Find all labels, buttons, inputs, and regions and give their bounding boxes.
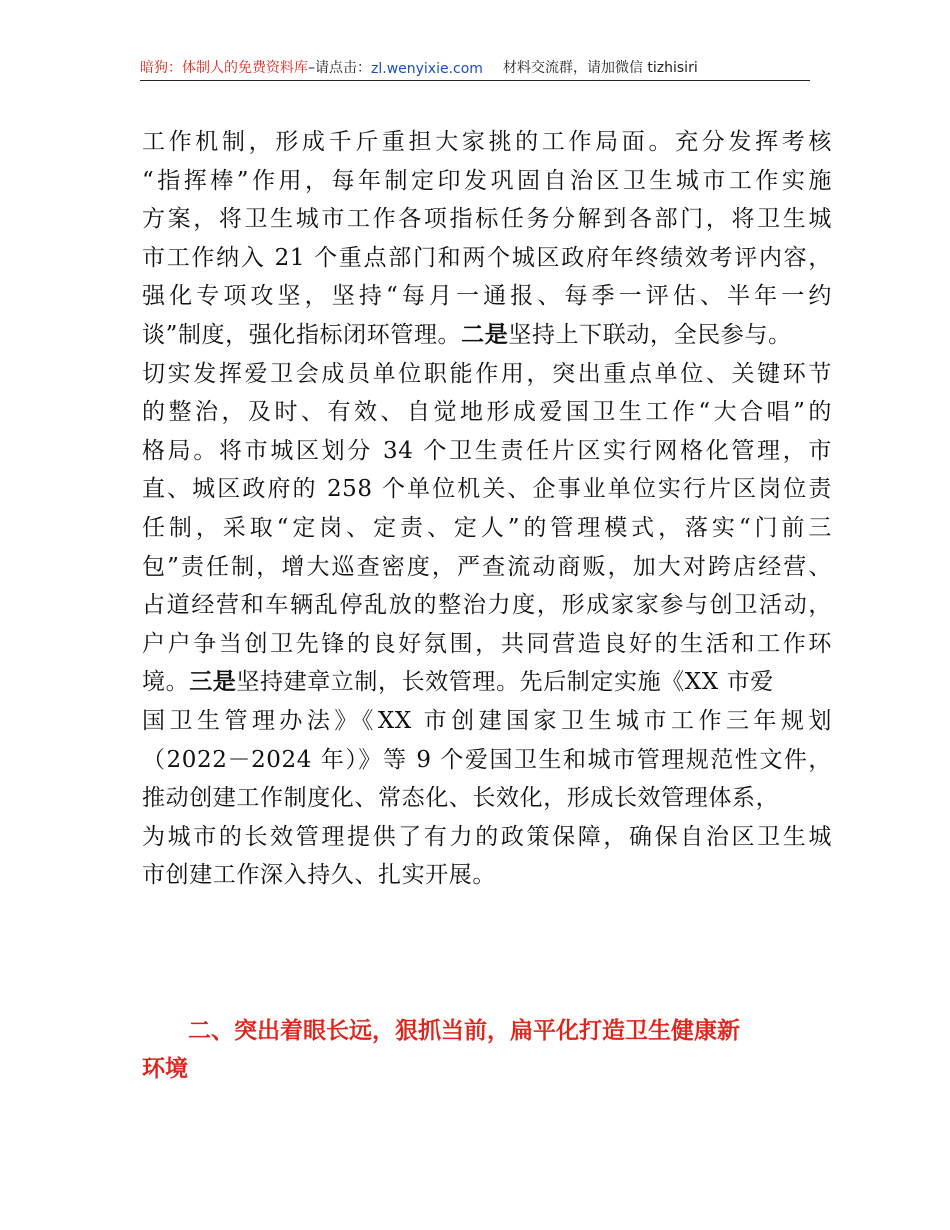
- body-line: 为城市的长效管理提供了有力的政策保障，确保自治区卫生城: [142, 823, 832, 850]
- header-url-link[interactable]: zl.wenyixie.com: [371, 61, 483, 77]
- body-line: 国卫生管理办法》《XX 市创建国家卫生城市工作三年规划: [142, 707, 832, 734]
- body-line: 市创建工作深入持久、扎实开展。: [142, 862, 496, 889]
- page-header-banner: [140, 55, 810, 81]
- body-line: 市工作纳入 21 个重点部门和两个城区政府年终绩效考评内容，: [142, 244, 832, 271]
- body-line: 的整治，及时、有效、自觉地形成爱国卫生工作“大合唱”的: [142, 399, 832, 426]
- body-line: 包”责任制，增大巡查密度，严查流动商贩，加大对跨店经营、: [142, 553, 832, 580]
- body-text-segment: 坚持建章立制，长效管理。先后制定实施《XX 市爱: [236, 669, 774, 696]
- body-line: [142, 316, 832, 355]
- bold-marker-three: 三是: [189, 668, 237, 696]
- header-brand: 暗狗：体制人的免费资料库: [140, 60, 308, 76]
- section-heading-line: 二、突出着眼长远，狠抓当前，扁平化打造卫生健康新: [188, 1018, 740, 1044]
- body-line: 方案，将卫生城市工作各项指标任务分解到各部门，将卫生城: [142, 206, 832, 233]
- header-contact: 材料交流群，请加微信 tizhisiri: [502, 60, 698, 76]
- body-line: 占道经营和车辆乱停乱放的整治力度，形成家家参与创卫活动，: [142, 592, 832, 619]
- body-line: （2022－2024 年）》等 9 个爱国卫生和城市管理规范性文件，: [142, 746, 832, 773]
- body-line: 户户争当创卫先锋的良好氛围，共同营造良好的生活和工作环: [142, 630, 832, 657]
- bold-marker-two: 二是: [461, 320, 509, 348]
- body-text-segment: 坚持上下联动，全民参与。: [508, 321, 792, 348]
- body-line: 推动创建工作制度化、常态化、长效化，形成长效管理体系，: [142, 785, 780, 812]
- section-heading: [142, 1012, 832, 1088]
- body-line: 切实发挥爱卫会成员单位职能作用，突出重点单位、关键环节: [142, 360, 832, 387]
- body-line: 直、城区政府的 258 个单位机关、企事业单位实行片区岗位责: [142, 476, 832, 503]
- section-heading-line: 环境: [142, 1056, 188, 1082]
- body-paragraph: [142, 123, 832, 895]
- header-prompt: –请点击：: [308, 60, 371, 76]
- body-line: 工作机制，形成千斤重担大家挑的工作局面。充分发挥考核: [142, 129, 832, 155]
- body-text-segment: 境。: [142, 669, 190, 696]
- body-line: 任制，采取“定岗、定责、定人”的管理模式，落实“门前三: [142, 514, 832, 541]
- body-line: 强化专项攻坚，坚持“每月一通报、每季一评估、半年一约: [142, 283, 832, 310]
- body-text-segment: 谈”制度，强化指标闭环管理。: [142, 321, 462, 348]
- body-line: [142, 663, 832, 702]
- body-line: 格局。将市城区划分 34 个卫生责任片区实行网格化管理，市: [142, 437, 832, 464]
- body-line: “指挥棒”作用，每年制定印发巩固自治区卫生城市工作实施: [142, 167, 832, 194]
